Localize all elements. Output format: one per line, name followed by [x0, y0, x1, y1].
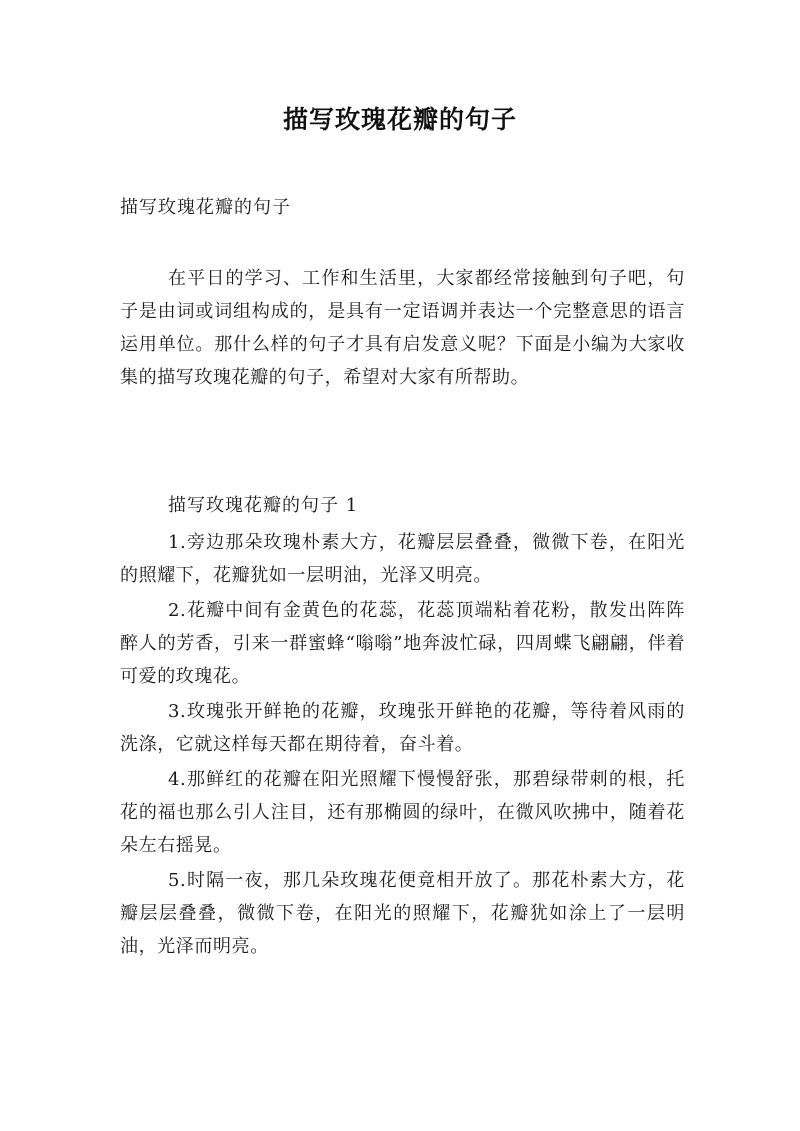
section-heading: 描写玫瑰花瓣的句子 1	[168, 495, 359, 516]
list-item: 5.时隔一夜，那几朵玫瑰花便竟相开放了。那花朴素大方，花瓣层层叠叠，微微下卷，在阳光的照耀下，花瓣犹如涂上了一层明油，光泽而明亮。	[120, 870, 685, 957]
intro-paragraph: 在平日的学习、工作和生活里，大家都经常接触到句子吧，句子是由词或词组构成的，是具有一定语调并表达一个完整意思的语言运用单位。那什么样的句子才具有启发意义呢？下面是小编为大家收集的描写玫瑰花瓣的句子，希望对大家有所帮助。	[120, 268, 685, 388]
list-item: 3.玫瑰张开鲜艳的花瓣，玫瑰张开鲜艳的花瓣，等待着风雨的洗涤，它就这样每天都在期待着，奋斗着。	[120, 701, 685, 755]
sentence-list	[120, 526, 685, 965]
list-item: 2.花瓣中间有金黄色的花蕊，花蕊顶端粘着花粉，散发出阵阵醉人的芳香，引来一群蜜蜂“嗡嗡”地奔波忙碌，四周蝶飞翩翩，伴着可爱的玫瑰花。	[120, 600, 685, 687]
list-item: 1.旁边那朵玫瑰朴素大方，花瓣层层叠叠，微微下卷，在阳光的照耀下，花瓣犹如一层明油，光泽又明亮。	[120, 532, 685, 586]
document-subtitle: 描写玫瑰花瓣的句子	[120, 197, 291, 218]
page-title: 描写玫瑰花瓣的句子	[282, 105, 517, 134]
list-item: 4.那鲜红的花瓣在阳光照耀下慢慢舒张，那碧绿带刺的根，托花的福也那么引人注目，还有那椭圆的绿叶，在微风吹拂中，随着花朵左右摇晃。	[120, 769, 685, 856]
